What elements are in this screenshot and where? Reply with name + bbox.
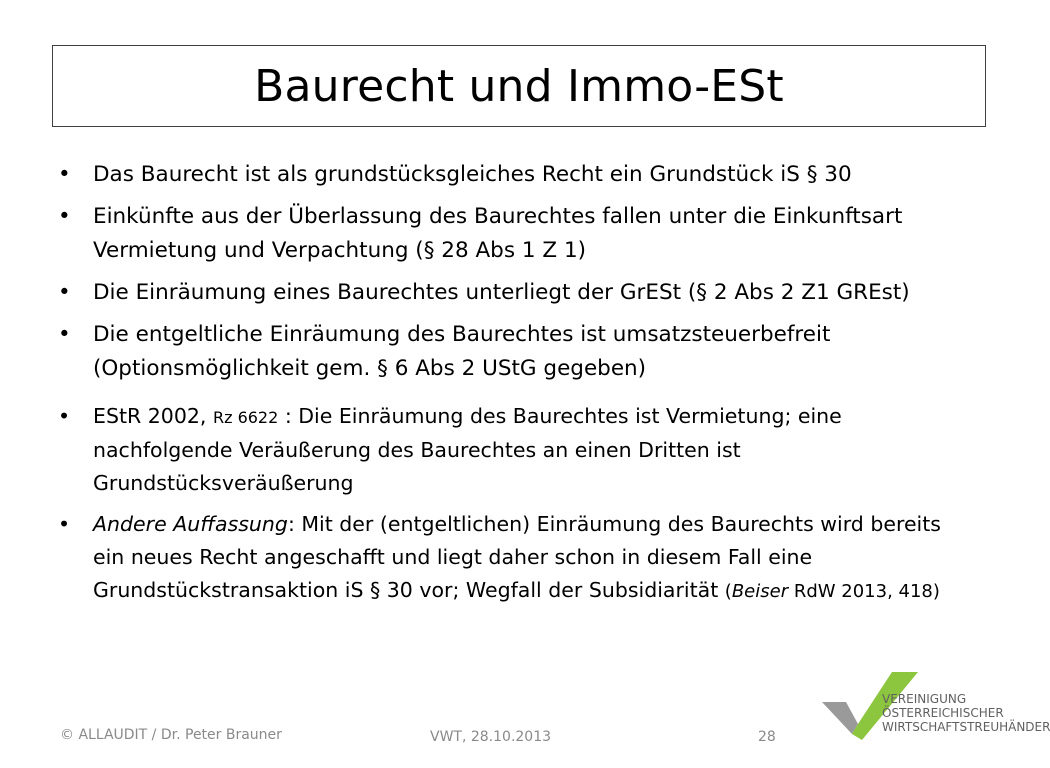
citation-rest: RdW 2013, 418) <box>788 581 940 602</box>
bullet-icon: • <box>58 204 71 229</box>
logo-line-3: WIRTSCHAFTSTREUHÄNDER <box>882 720 1050 734</box>
slide-title: Baurecht und Immo-ESt <box>254 60 784 112</box>
logo-text <box>882 692 1050 734</box>
bullet-item <box>52 400 952 500</box>
bullet-text: Einkünfte aus der Überlassung des Baurechtes fallen unter die Einkunftsart Vermietung und Verpachtung (§ 28 Abs 1 Z 1) <box>93 204 903 263</box>
bullet-text: Die entgeltliche Einräumung des Baurechtes ist umsatzsteuerbefreit (Optionsmöglichkeit gem. § 6 Abs 2 UStG gegeben) <box>93 322 831 381</box>
title-box <box>52 45 986 127</box>
bullet-text-rest: : Die Einräumung des Baurechtes ist Vermietung; eine nachfolgende Veräußerung des Baurechtes an einen Dritten ist Grundstücksveräußerung <box>93 404 842 495</box>
bullet-icon: • <box>58 512 71 536</box>
bullet-item <box>52 158 952 192</box>
bullet-icon: • <box>58 280 71 305</box>
bullet-text-rest: : Mit der (entgeltlichen) Einräumung des Baurechts wird bereits ein neues Recht angeschafft und liegt daher schon in diesem Fall eine Grundstückstransaktion iS § 30 vor; Wegfall der Subsidiarität <box>93 512 941 602</box>
bullet-text: Die Einräumung eines Baurechtes unterliegt der GrESt (§ 2 Abs 2 Z1 GREst) <box>93 280 910 305</box>
page-number: 28 <box>758 729 776 745</box>
bullet-item <box>52 200 952 268</box>
bullet-item <box>52 318 952 386</box>
rz-reference: Rz 6622 <box>212 408 279 427</box>
citation-author: Beiser <box>731 581 789 602</box>
logo-grey-v <box>822 702 858 734</box>
citation-open: ( <box>724 581 732 602</box>
logo-line-2: ÖSTERREICHISCHER <box>882 706 1004 720</box>
logo-line-1: VEREINIGUNG <box>882 692 967 706</box>
bullet-text: Das Baurecht ist als grundstücksgleiches Recht ein Grundstück iS § 30 <box>93 162 852 187</box>
bullet-icon: • <box>58 162 71 187</box>
bullet-icon: • <box>58 404 71 428</box>
footer-date: VWT, 28.10.2013 <box>430 729 552 745</box>
bullet-icon: • <box>58 322 71 347</box>
bullet-text-lead: EStR 2002, <box>93 404 213 428</box>
bullet-list <box>52 158 952 616</box>
bullet-text-italic: Andere Auffassung <box>93 512 288 536</box>
bullet-item <box>52 508 952 608</box>
bullet-item <box>52 276 952 310</box>
footer-copyright: © ALLAUDIT / Dr. Peter Brauner <box>60 727 282 743</box>
